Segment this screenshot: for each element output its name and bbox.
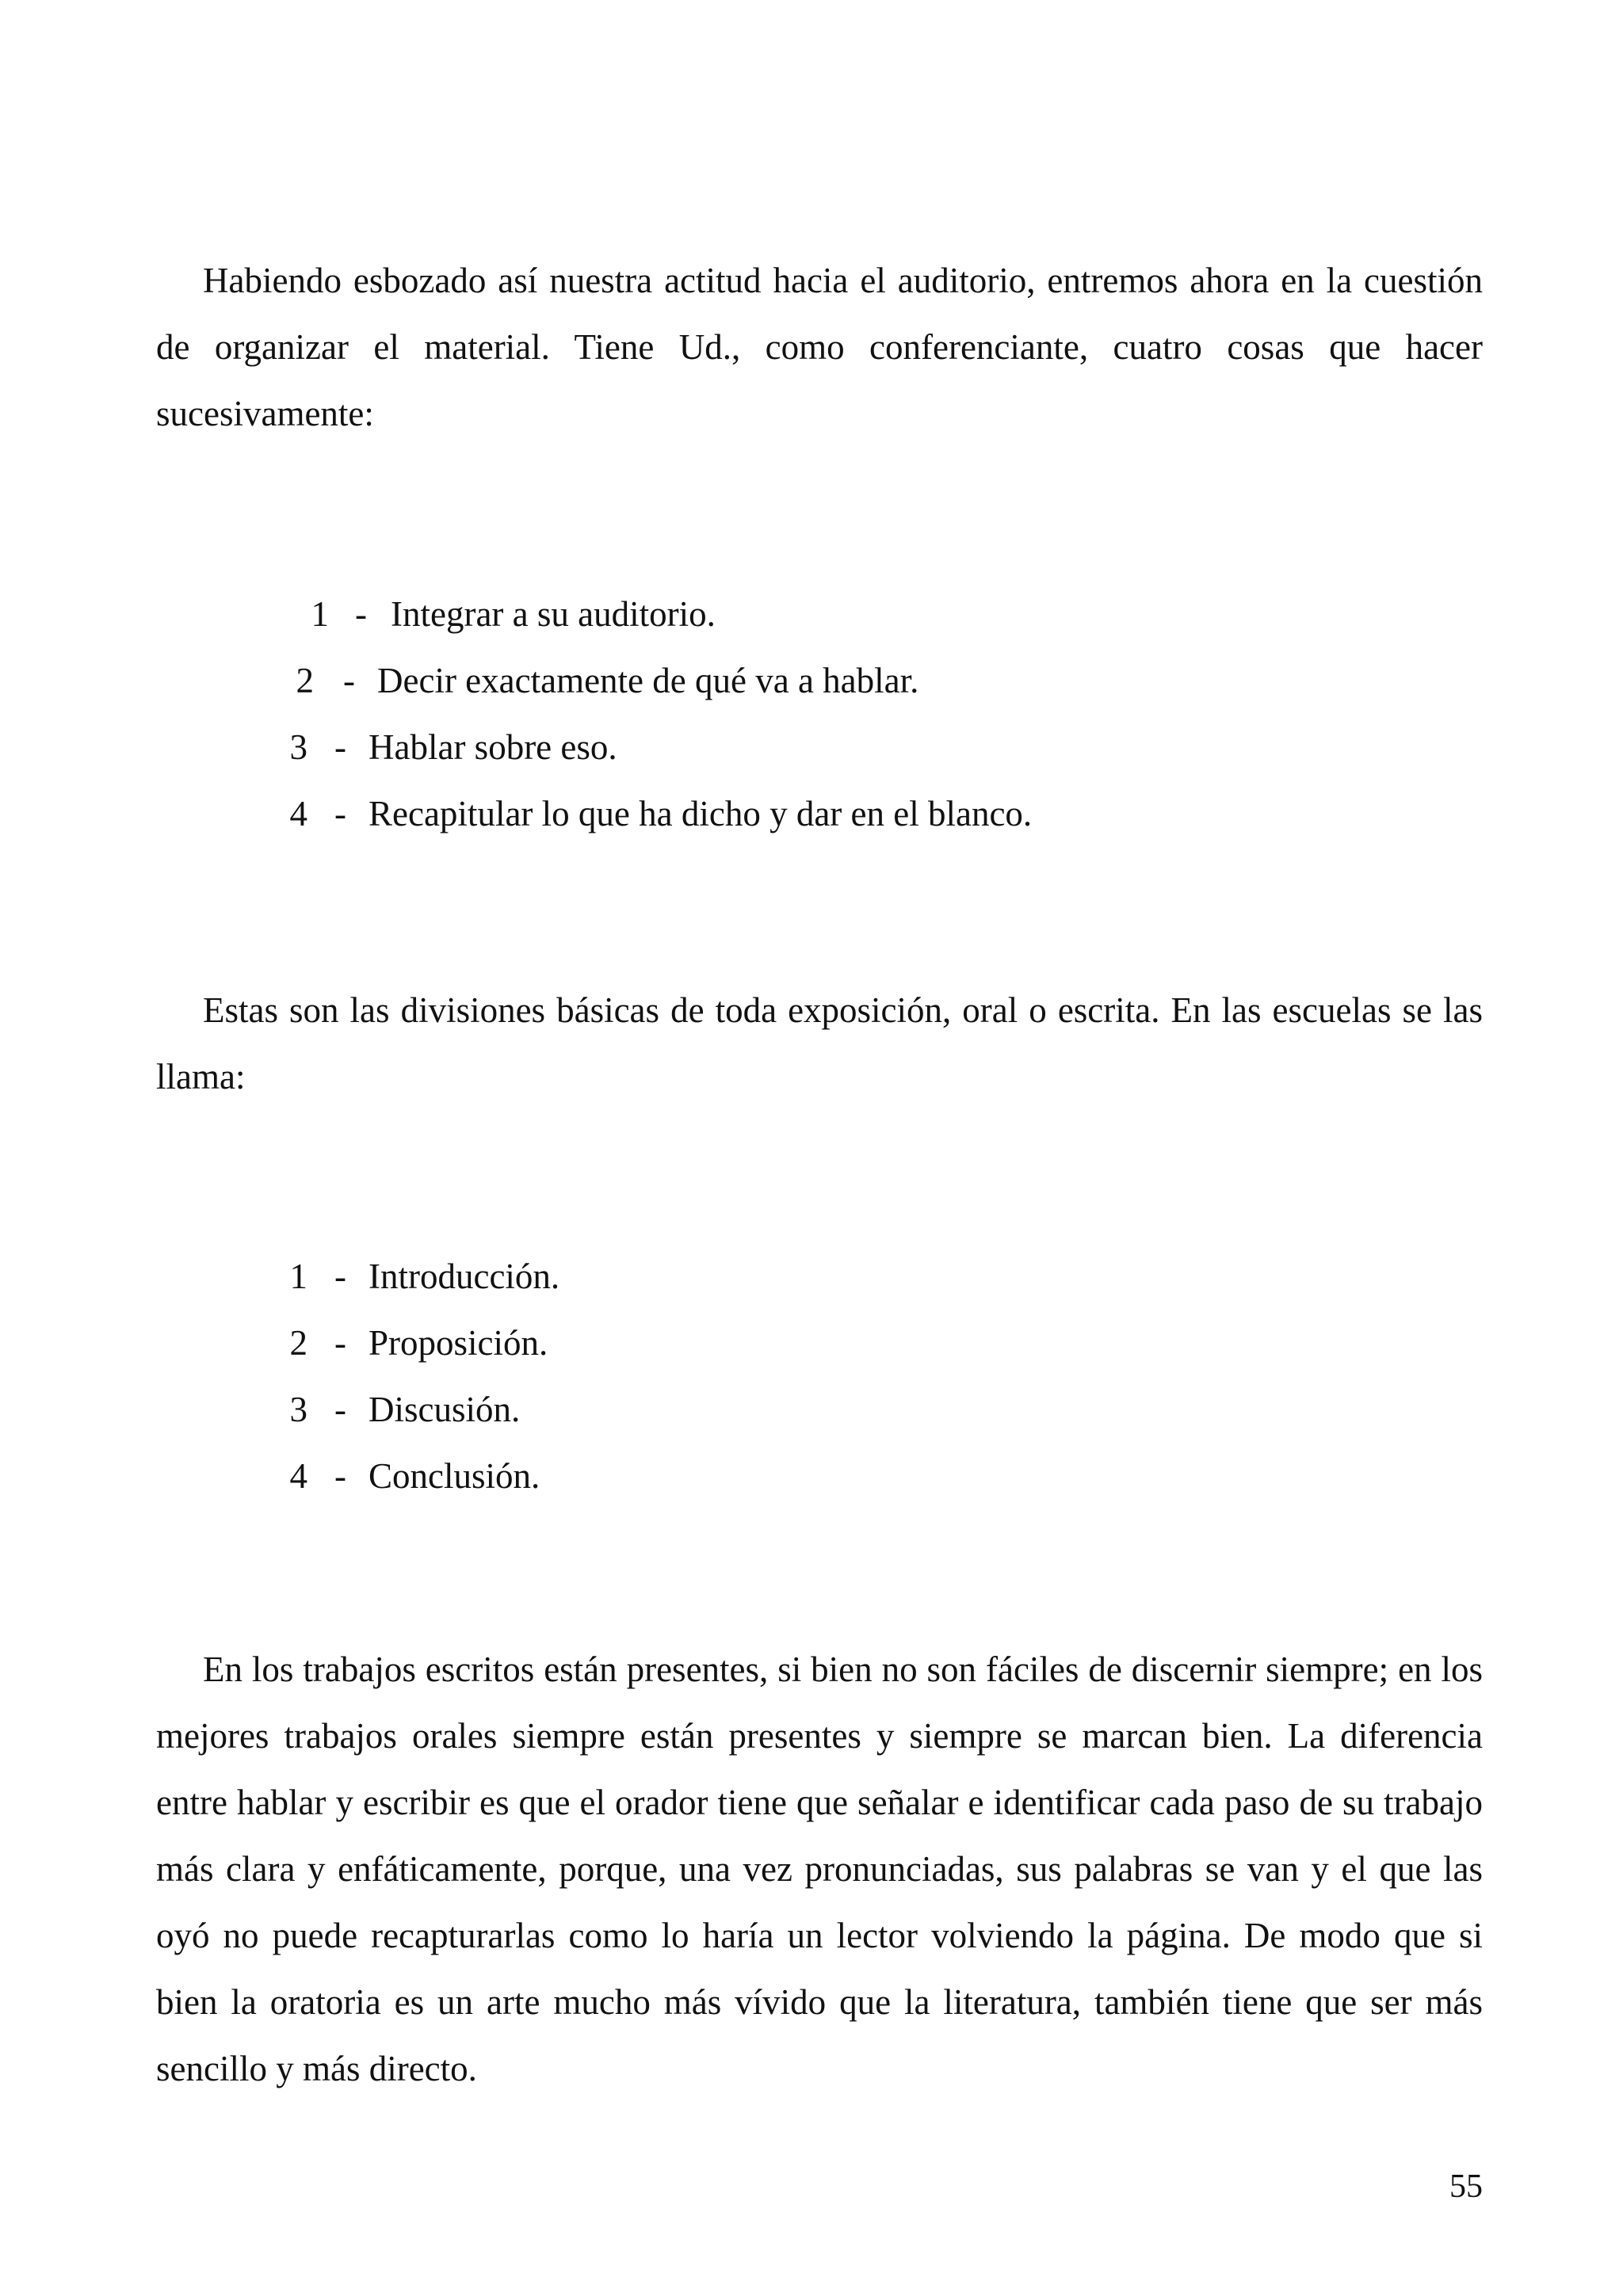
- list-item-number: 4: [289, 1456, 307, 1496]
- list-item-text: Integrar a su auditorio.: [391, 594, 716, 634]
- list-item-number: 3: [289, 727, 307, 767]
- list-item-text: Proposición.: [369, 1323, 548, 1363]
- list-item-number: 2: [296, 661, 314, 700]
- list-item-dash: -: [334, 1257, 346, 1296]
- list-item-number: 4: [289, 794, 307, 833]
- list-item-number: 3: [289, 1390, 307, 1429]
- list-item-text: Discusión.: [369, 1390, 521, 1429]
- list-item-text: Conclusión.: [369, 1456, 540, 1496]
- closing-paragraph: En los trabajos escritos están presentes, si bien no son fáciles de discernir siempre; en los mejores trabajos orales siempre están presentes y siempre se marcan bien. La diferencia entre hablar y escribir es que el orador tiene que señalar e identificar cada paso de su trabajo más clara y enfáticamente, porque, una vez pronunciadas, sus palabras se van y el que las oyó no puede recapturarlas como lo haría un lector volviendo la página. De modo que si bien la oratoria es un arte mucho más vívido que la literatura, también tiene que ser más sencillo y más directo.: [156, 1650, 1483, 2088]
- list-item-dash: -: [334, 1323, 346, 1363]
- list-item-number: 1: [311, 594, 329, 634]
- list-item-text: Recapitular lo que ha dicho y dar en el blanco.: [369, 794, 1033, 833]
- intro-paragraph: Habiendo esbozado así nuestra actitud hacia el auditorio, entremos ahora en la cuestión de organizar el material. Tiene Ud., como conferenciante, cuatro cosas que hacer sucesivamente:: [156, 261, 1483, 433]
- list-item-dash: -: [334, 1390, 346, 1429]
- list-item-text: Introducción.: [369, 1257, 560, 1296]
- list-item-number: 1: [289, 1257, 307, 1296]
- list-item-dash: -: [334, 794, 346, 833]
- list-item-dash: -: [355, 594, 367, 634]
- list-item-dash: -: [334, 727, 346, 767]
- list-item-text: Hablar sobre eso.: [369, 727, 617, 767]
- list-item-text: Decir exactamente de qué va a hablar.: [377, 661, 919, 700]
- list-item-dash: -: [334, 1456, 346, 1496]
- divisions-paragraph: Estas son las divisiones básicas de toda exposición, oral o escrita. En las escuelas se las llama:: [156, 990, 1483, 1097]
- list-item-number: 2: [289, 1323, 307, 1363]
- page-number: 55: [1449, 2168, 1483, 2205]
- list-item-dash: -: [343, 661, 355, 700]
